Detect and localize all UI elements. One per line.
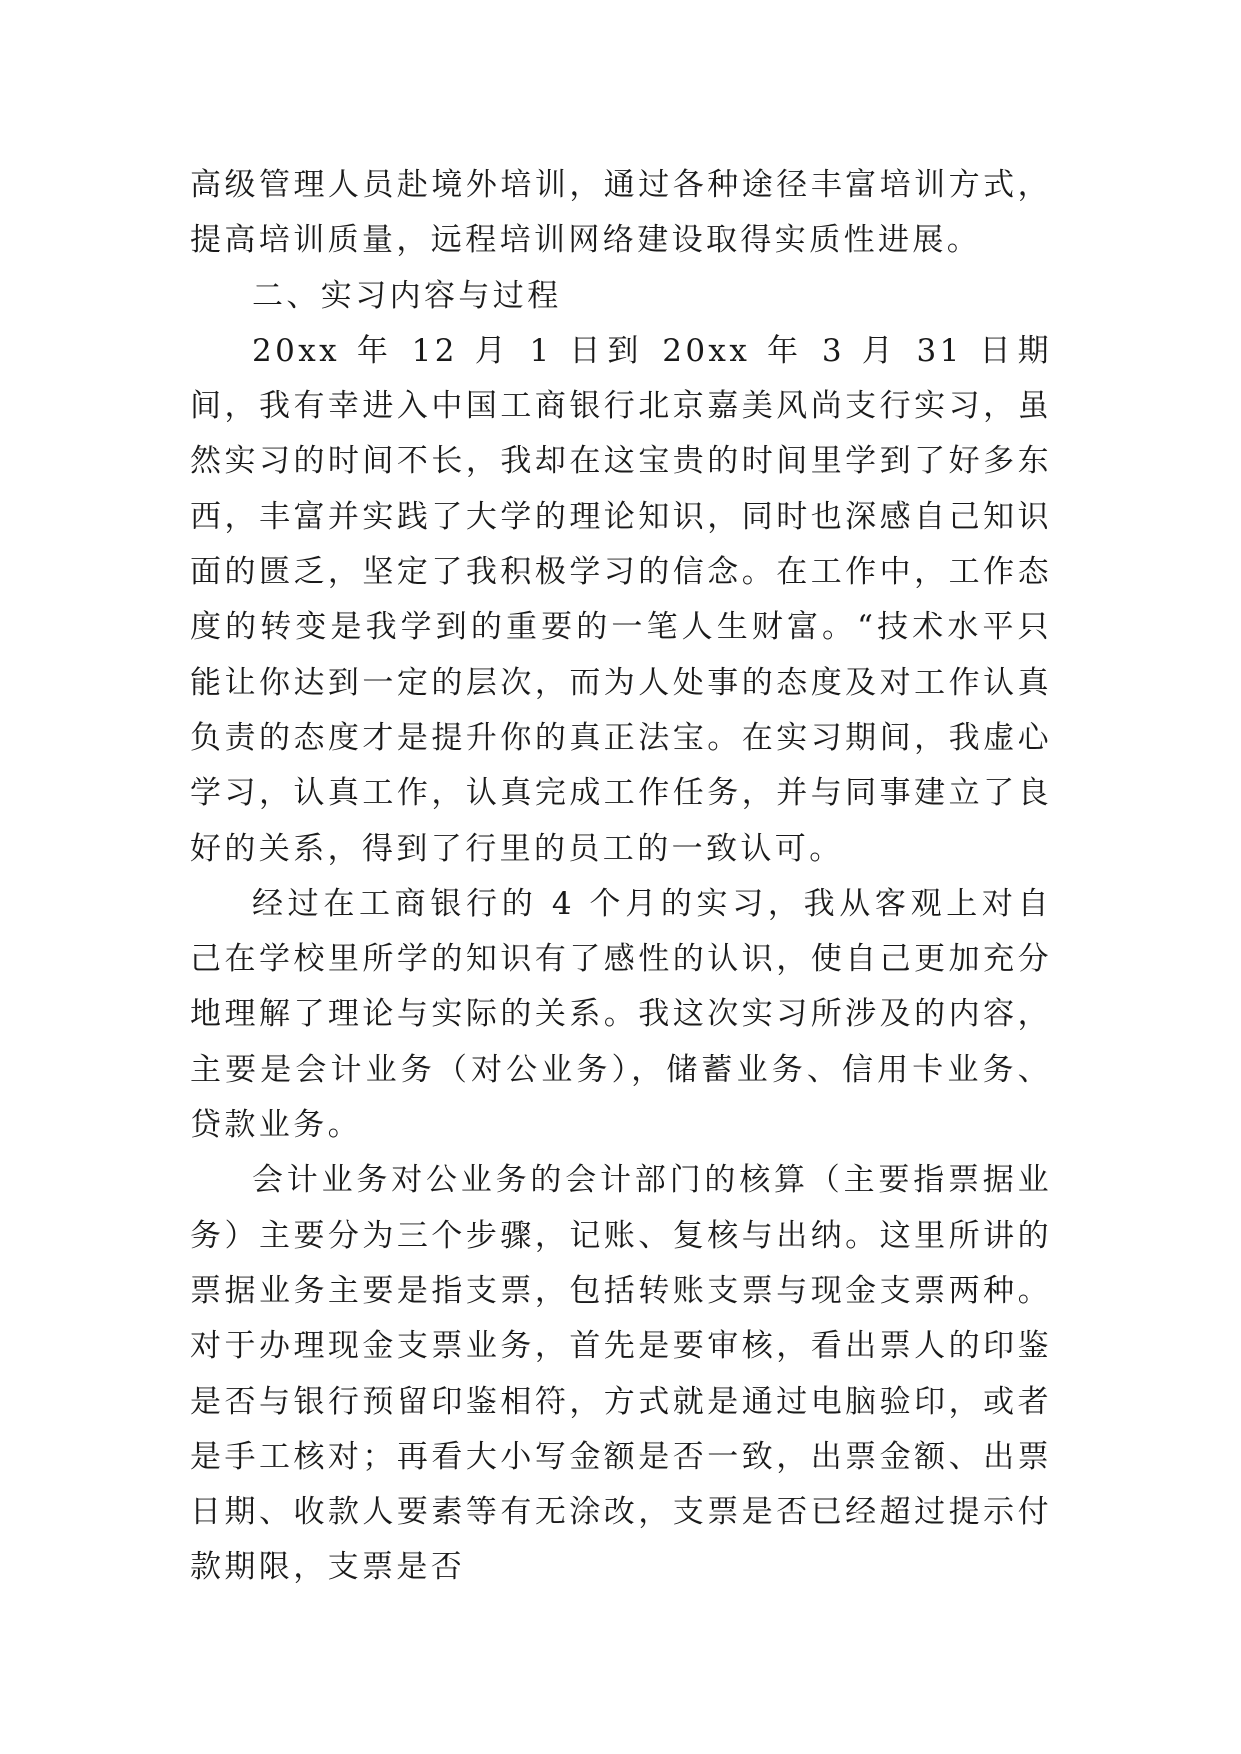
paragraph-internship-period: 20xx 年 12 月 1 日到 20xx 年 3 月 31 日期间，我有幸进入中国工商银行北京嘉美风尚支行实习，虽然实习的时间不长，我却在这宝贵的时间里学到了好多东西，丰富并实践了大学的理论知识，同时也深感自己知识面的匮乏，坚定了我积极学习的信念。在工作中，工作态度的转变是我学到的重要的一笔人生财富。“技术水平只能让你达到一定的层次，而为人处事的态度及对工作认真负责的态度才是提升你的真正法宝。在实习期间，我虚心学习，认真工作，认真完成工作任务，并与同事建立了良好的关系，得到了行里的员工的一致认可。 xyxy=(190,332,1052,867)
section-heading-internship-content: 二、实习内容与过程 xyxy=(252,277,562,314)
document-body xyxy=(190,158,1052,1596)
paragraph-training-continuation: 高级管理人员赴境外培训，通过各种途径丰富培训方式，提高培训质量，远程培训网络建设取得实质性进展。 xyxy=(190,167,1052,259)
paragraph-accounting-business: 会计业务对公业务的会计部门的核算（主要指票据业务）主要分为三个步骤，记账、复核与出纳。这里所讲的票据业务主要是指支票，包括转账支票与现金支票两种。对于办理现金支票业务，首先是要审核，看出票人的印鉴是否与银行预留印鉴相符，方式就是通过电脑验印，或者是手工核对；再看大小写金额是否一致，出票金额、出票日期、收款人要素等有无涂改，支票是否已经超过提示付款期限，支票是否 xyxy=(190,1162,1052,1586)
paragraph-four-month-experience: 经过在工商银行的 4 个月的实习，我从客观上对自己在学校里所学的知识有了感性的认识，使自己更加充分地理解了理论与实际的关系。我这次实习所涉及的内容，主要是会计业务（对公业务），储蓄业务、信用卡业务、贷款业务。 xyxy=(190,885,1052,1144)
